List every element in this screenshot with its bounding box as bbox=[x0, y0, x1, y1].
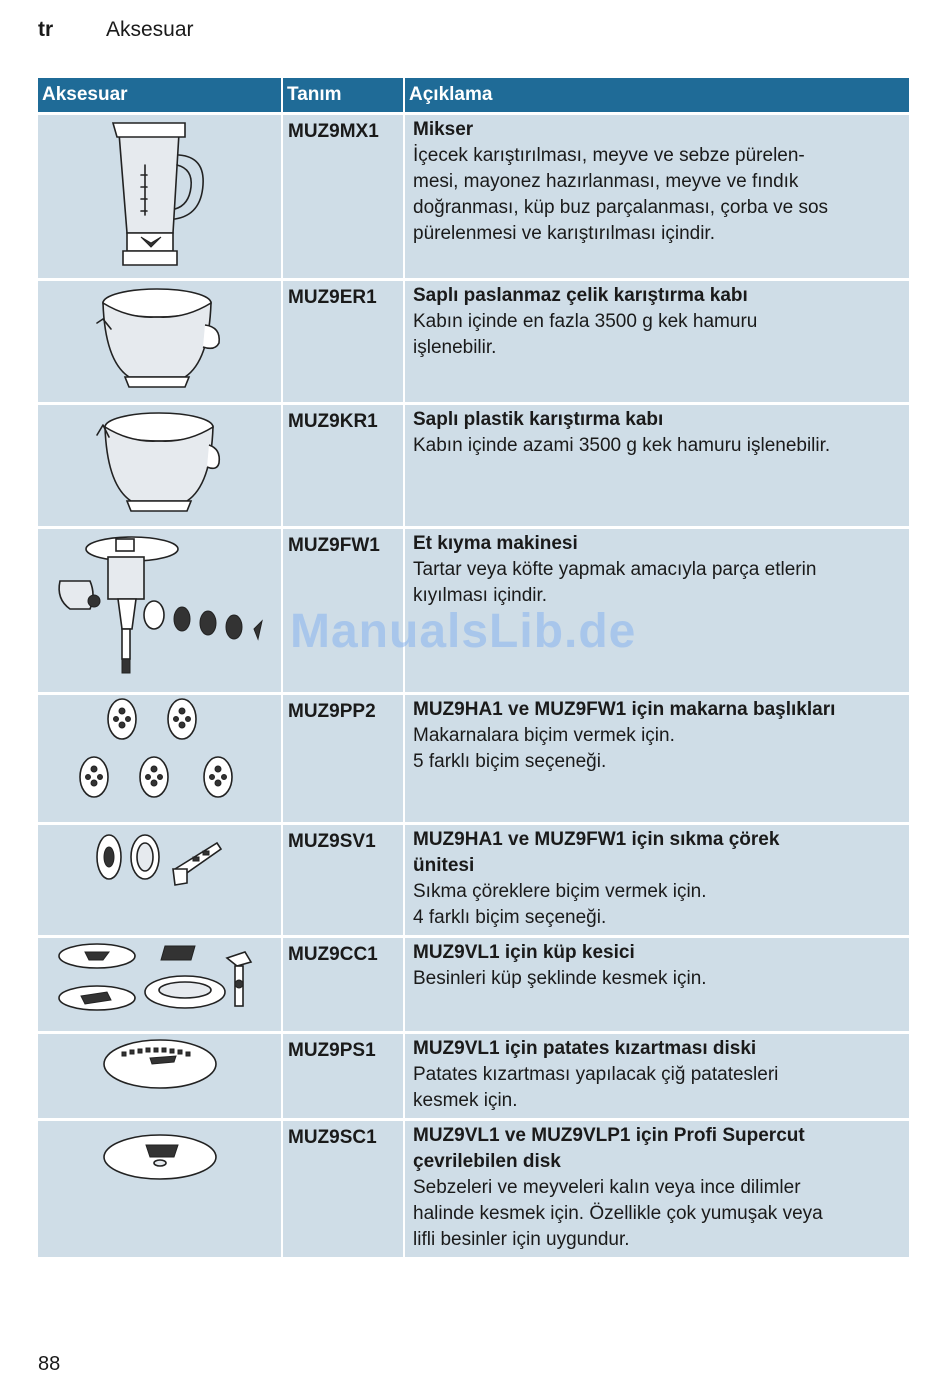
language-code: tr bbox=[38, 18, 54, 41]
accessory-title: MUZ9HA1 ve MUZ9FW1 için sıkma çörek ünitesi bbox=[413, 829, 780, 876]
accessory-description bbox=[405, 278, 909, 402]
accessory-description bbox=[405, 112, 909, 278]
table-row bbox=[38, 692, 909, 822]
accessories-table bbox=[36, 78, 911, 1257]
accessory-text: Tartar veya köfte yapmak amacıyla parça etlerin kıyılması içindir. bbox=[413, 559, 817, 606]
table-row bbox=[38, 1118, 909, 1257]
watermark: ManualsLib.de bbox=[290, 605, 637, 658]
accessory-description bbox=[405, 526, 909, 692]
steel-bowl-icon bbox=[95, 281, 225, 393]
accessory-image-cell bbox=[38, 402, 281, 526]
accessory-text: Makarnalara biçim vermek için. 5 farklı biçim seçeneği. bbox=[413, 725, 675, 772]
column-header-code: Tanım bbox=[283, 78, 403, 112]
accessory-code: MUZ9FW1 bbox=[283, 526, 403, 692]
accessory-title: MUZ9VL1 için patates kızartması diski bbox=[413, 1038, 757, 1059]
accessory-text: Besinleri küp şeklinde kesmek için. bbox=[413, 968, 707, 989]
accessory-text: Patates kızartması yapılacak çiğ patatesleri kesmek için. bbox=[413, 1064, 779, 1111]
accessory-description bbox=[405, 692, 909, 822]
accessory-image-cell bbox=[38, 1118, 281, 1257]
table-row bbox=[38, 822, 909, 935]
reversible-disc-icon bbox=[100, 1129, 220, 1185]
accessory-description bbox=[405, 935, 909, 1031]
accessory-title: MUZ9VL1 ve MUZ9VLP1 için Profi Supercut çevrilebilen disk bbox=[413, 1125, 805, 1172]
table-row bbox=[38, 526, 909, 692]
table-row bbox=[38, 112, 909, 278]
fries-disc-icon bbox=[100, 1034, 220, 1096]
accessory-text: Kabın içinde azami 3500 g kek hamuru işlenebilir. bbox=[413, 435, 831, 456]
page-number: 88 bbox=[38, 1353, 61, 1374]
accessory-title: MUZ9HA1 ve MUZ9FW1 için makarna başlıkları bbox=[413, 699, 836, 720]
accessory-text: İçecek karıştırılması, meyve ve sebze pürelen- mesi, mayonez hazırlanması, meyve ve fındık doğranması, küp buz parçalanması, çorba ve sos pürelenmesi ve karıştırılması içindir. bbox=[413, 145, 829, 244]
dicing-kit-icon bbox=[55, 938, 265, 1024]
table-row bbox=[38, 402, 909, 526]
accessory-image-cell bbox=[38, 278, 281, 402]
plastic-bowl-icon bbox=[95, 405, 225, 517]
accessory-image-cell bbox=[38, 822, 281, 935]
accessory-image-cell bbox=[38, 112, 281, 278]
accessory-image-cell bbox=[38, 935, 281, 1031]
table-row bbox=[38, 1031, 909, 1118]
accessory-text: Sıkma çöreklere biçim vermek için. 4 farklı biçim seçeneği. bbox=[413, 881, 707, 928]
table-row bbox=[38, 935, 909, 1031]
accessory-description bbox=[405, 402, 909, 526]
accessory-title: Saplı plastik karıştırma kabı bbox=[413, 409, 664, 430]
accessory-image-cell bbox=[38, 1031, 281, 1118]
accessory-code: MUZ9SC1 bbox=[283, 1118, 403, 1257]
page-header bbox=[38, 16, 194, 44]
accessory-description bbox=[405, 1031, 909, 1118]
column-header-accessory: Aksesuar bbox=[38, 78, 281, 112]
accessory-code: MUZ9ER1 bbox=[283, 278, 403, 402]
accessory-text: Kabın içinde en fazla 3500 g kek hamuru işlenebilir. bbox=[413, 311, 758, 358]
accessory-title: Mikser bbox=[413, 119, 474, 140]
accessory-code: MUZ9MX1 bbox=[283, 112, 403, 278]
blender-jug-icon bbox=[105, 115, 215, 271]
accessory-code: MUZ9CC1 bbox=[283, 935, 403, 1031]
table-header-row bbox=[38, 78, 909, 112]
meat-grinder-icon bbox=[50, 529, 270, 679]
accessory-code: MUZ9KR1 bbox=[283, 402, 403, 526]
column-header-description: Açıklama bbox=[405, 78, 909, 112]
accessory-description bbox=[405, 1118, 909, 1257]
accessory-code: MUZ9PP2 bbox=[283, 692, 403, 822]
accessory-image-cell bbox=[38, 526, 281, 692]
accessory-code: MUZ9SV1 bbox=[283, 822, 403, 935]
table-row bbox=[38, 278, 909, 402]
accessory-text: Sebzeleri ve meyveleri kalın veya ince dilimler halinde kesmek için. Özellikle çok yumuşak veya lifli besinler için uygundur. bbox=[413, 1177, 823, 1250]
accessory-image-cell bbox=[38, 692, 281, 822]
cookie-press-icon bbox=[95, 825, 225, 895]
accessory-code: MUZ9PS1 bbox=[283, 1031, 403, 1118]
section-title: Aksesuar bbox=[106, 18, 194, 41]
accessory-title: MUZ9VL1 için küp kesici bbox=[413, 942, 635, 963]
accessory-description bbox=[405, 822, 909, 935]
accessory-title: Et kıyma makinesi bbox=[413, 533, 578, 554]
accessory-title: Saplı paslanmaz çelik karıştırma kabı bbox=[413, 285, 748, 306]
pasta-discs-icon bbox=[70, 695, 250, 805]
